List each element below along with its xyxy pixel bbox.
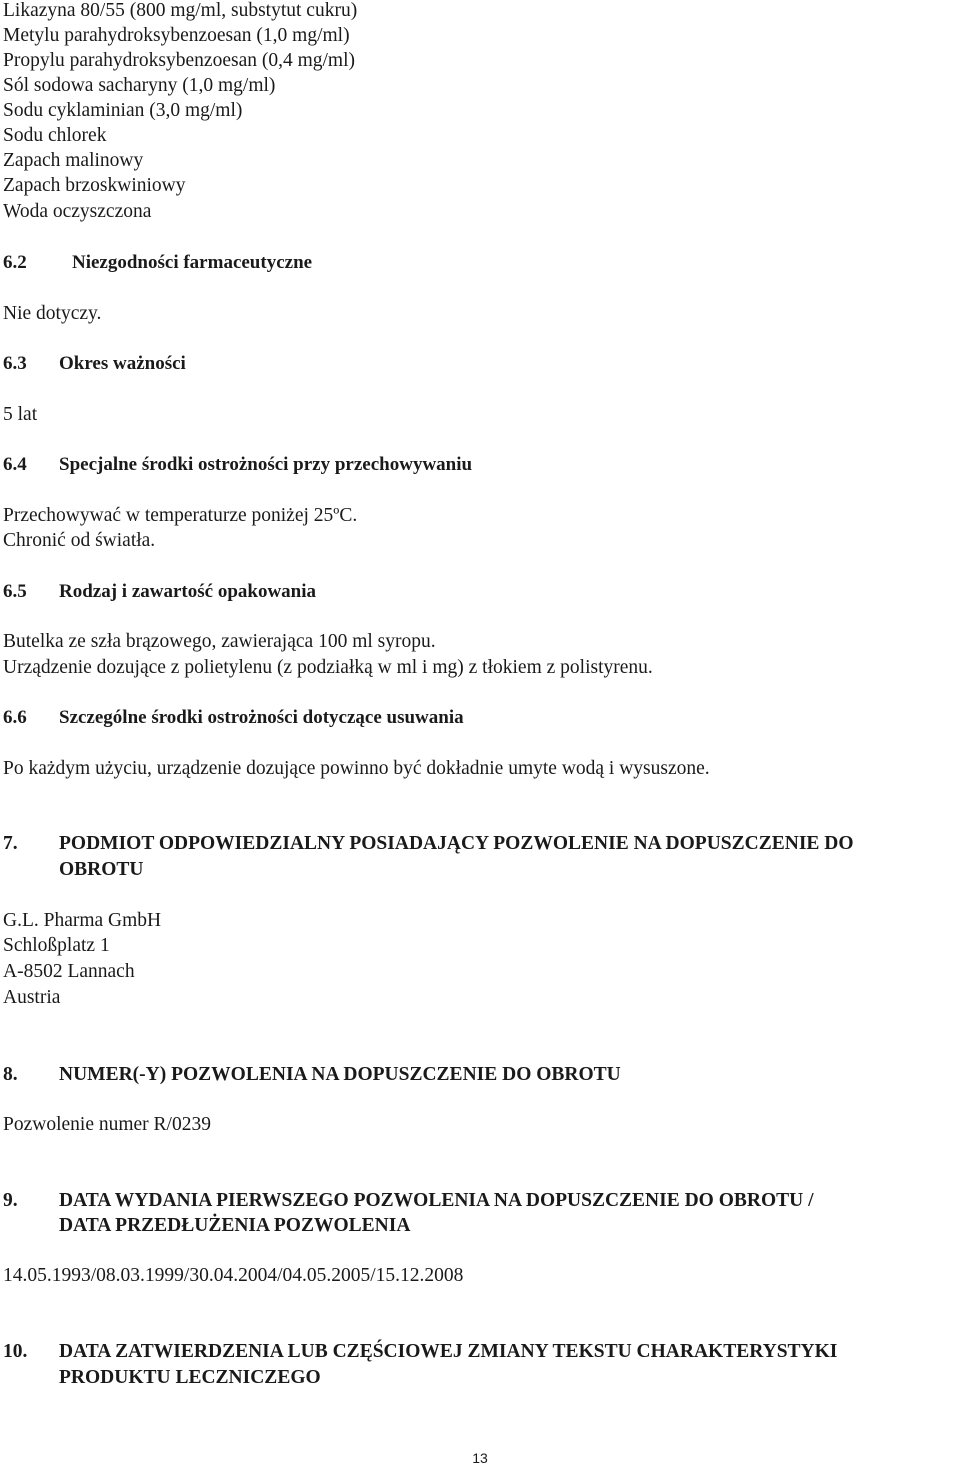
section-heading: Specjalne środki ostrożności przy przechowywaniu xyxy=(59,454,473,475)
section-heading: Okres ważności xyxy=(59,353,186,374)
excipient-item: Woda oczyszczona xyxy=(3,201,152,222)
excipient-item: Sodu cyklaminian (3,0 mg/ml) xyxy=(3,100,243,121)
section-number: 10. xyxy=(3,1341,28,1362)
section-number: 7. xyxy=(3,833,18,854)
section-body: 5 lat xyxy=(3,404,38,425)
section-heading: Rodzaj i zawartość opakowania xyxy=(59,581,317,602)
section-body: Pozwolenie numer R/0239 xyxy=(3,1114,211,1135)
excipient-item: Metylu parahydroksybenzoesan (1,0 mg/ml) xyxy=(3,25,350,46)
section-heading: Niezgodności farmaceutyczne xyxy=(72,252,313,273)
excipient-item: Sodu chlorek xyxy=(3,125,107,146)
section-body: 14.05.1993/08.03.1999/30.04.2004/04.05.2005/15.12.2008 xyxy=(3,1265,464,1286)
section-body: Nie dotyczy. xyxy=(3,303,102,324)
section-number: 6.2 xyxy=(3,252,27,273)
section-heading: PODMIOT ODPOWIEDZIALNY POSIADAJĄCY POZWOLENIE NA DOPUSZCZENIE DO xyxy=(59,833,854,854)
excipient-item: Sól sodowa sacharyny (1,0 mg/ml) xyxy=(3,75,276,96)
section-heading: DATA PRZEDŁUŻENIA POZWOLENIA xyxy=(59,1215,411,1236)
section-heading: DATA WYDANIA PIERWSZEGO POZWOLENIA NA DOPUSZCZENIE DO OBROTU / xyxy=(59,1190,814,1211)
address-line: G.L. Pharma GmbH xyxy=(3,910,162,931)
section-number: 6.3 xyxy=(3,353,27,374)
section-heading: PRODUKTU LECZNICZEGO xyxy=(59,1367,321,1388)
excipient-item: Zapach brzoskwiniowy xyxy=(3,175,186,196)
section-body: Przechowywać w temperaturze poniżej 25ºC. xyxy=(3,505,358,526)
excipient-item: Likazyna 80/55 (800 mg/ml, substytut cukru) xyxy=(3,0,358,21)
section-number: 6.6 xyxy=(3,707,27,728)
section-body: Chronić od światła. xyxy=(3,530,156,551)
section-heading: Szczególne środki ostrożności dotyczące usuwania xyxy=(59,707,464,728)
page-number: 13 xyxy=(472,1450,488,1466)
address-line: A-8502 Lannach xyxy=(3,961,135,982)
section-number: 6.4 xyxy=(3,454,27,475)
excipient-item: Propylu parahydroksybenzoesan (0,4 mg/ml) xyxy=(3,50,356,71)
address-line: Schloßplatz 1 xyxy=(3,935,110,956)
address-line: Austria xyxy=(3,987,61,1008)
section-body: Po każdym użyciu, urządzenie dozujące powinno być dokładnie umyte wodą i wysuszone. xyxy=(3,758,710,779)
section-number: 6.5 xyxy=(3,581,27,602)
section-body: Butelka ze szła brązowego, zawierająca 100 ml syropu. xyxy=(3,631,436,652)
section-body: Urządzenie dozujące z polietylenu (z podziałką w ml i mg) z tłokiem z polistyrenu. xyxy=(3,657,653,678)
section-heading: DATA ZATWIERDZENIA LUB CZĘŚCIOWEJ ZMIANY TEKSTU CHARAKTERYSTYKI xyxy=(59,1341,838,1362)
section-heading: OBROTU xyxy=(59,859,144,880)
section-number: 8. xyxy=(3,1064,18,1085)
section-heading: NUMER(-Y) POZWOLENIA NA DOPUSZCZENIE DO OBROTU xyxy=(59,1064,621,1085)
excipient-item: Zapach malinowy xyxy=(3,150,144,171)
section-number: 9. xyxy=(3,1190,18,1211)
